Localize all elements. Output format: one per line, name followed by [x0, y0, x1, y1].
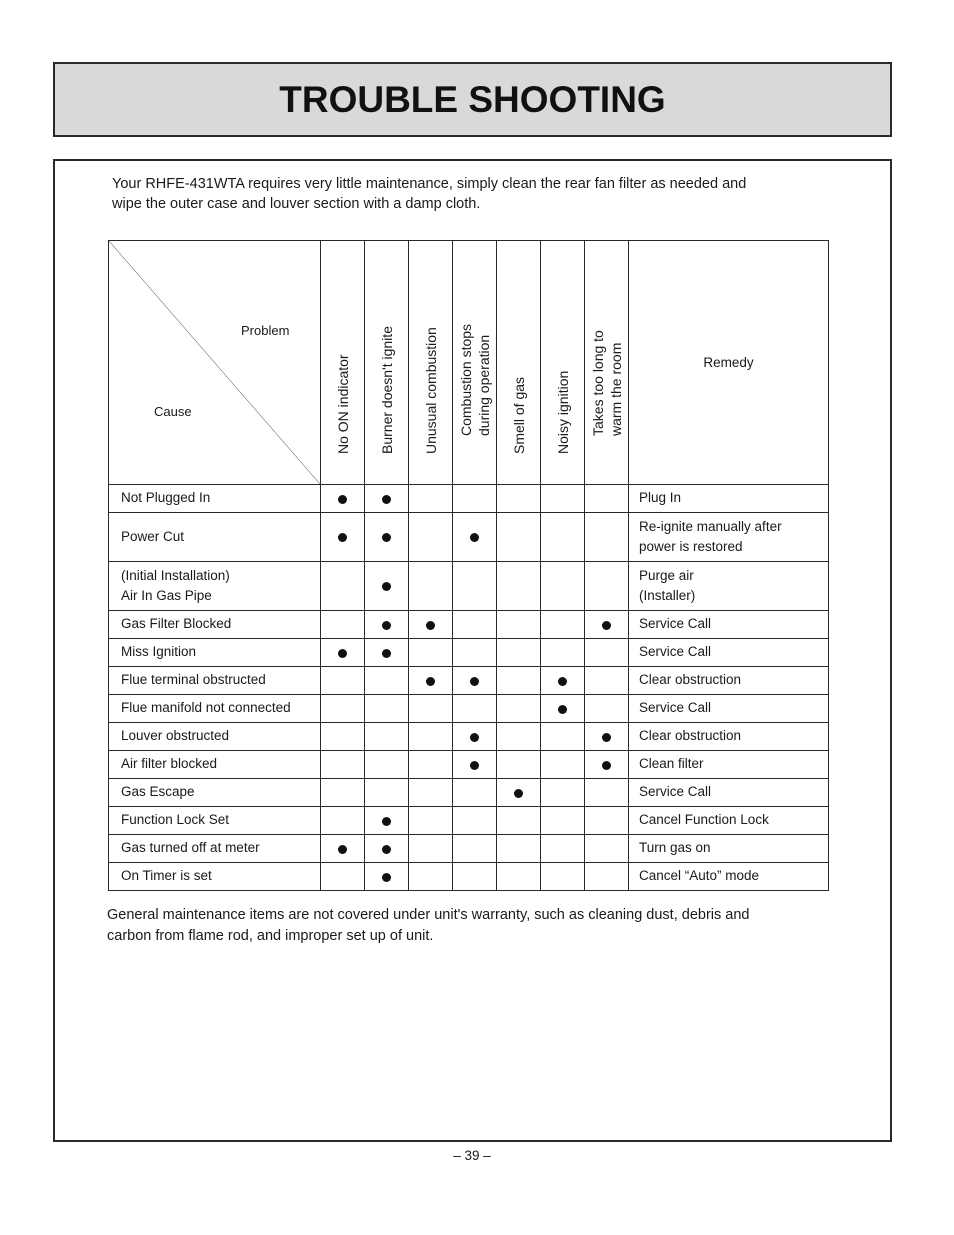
bullet-dot-icon	[426, 677, 435, 686]
remedy-text: Purge air	[639, 567, 694, 583]
mark-cell	[541, 562, 585, 611]
cause-cell	[109, 863, 321, 891]
mark-cell	[409, 751, 453, 779]
cause-text: On Timer is set	[121, 868, 212, 884]
mark-cell	[321, 667, 365, 695]
mark-cell	[409, 485, 453, 513]
remedy-text: Service Call	[639, 616, 712, 632]
mark-cell	[321, 723, 365, 751]
mark-cell	[321, 835, 365, 863]
mark-cell	[453, 779, 497, 807]
remedy-text: Service Call	[639, 700, 712, 716]
bullet-dot-icon	[558, 677, 567, 686]
header-row	[109, 241, 829, 485]
table-row	[109, 562, 829, 611]
mark-cell	[541, 835, 585, 863]
remedy-cell	[629, 779, 829, 807]
cause-text: Power Cut	[121, 528, 185, 544]
mark-cell	[585, 779, 629, 807]
mark-cell	[541, 807, 585, 835]
mark-cell	[453, 562, 497, 611]
cause-text: Gas Escape	[121, 784, 195, 800]
mark-cell	[541, 639, 585, 667]
intro-line: wipe the outer case and louver section with a damp cloth.	[112, 196, 481, 212]
problem-header-line: Burner doesn't ignite	[378, 326, 395, 454]
problem-header-text	[457, 324, 493, 436]
bullet-dot-icon	[558, 705, 567, 714]
mark-cell	[497, 611, 541, 639]
mark-cell	[409, 513, 453, 562]
mark-cell	[585, 751, 629, 779]
remedy-cell	[629, 751, 829, 779]
diagonal-divider	[109, 241, 320, 484]
bullet-dot-icon	[382, 845, 391, 854]
table-row	[109, 807, 829, 835]
table-row	[109, 779, 829, 807]
remedy-cell	[629, 667, 829, 695]
mark-cell	[321, 562, 365, 611]
mark-cell	[409, 807, 453, 835]
cause-text: Louver obstructed	[121, 728, 230, 744]
mark-cell	[497, 807, 541, 835]
cause-cell	[109, 751, 321, 779]
problem-header-text	[422, 327, 440, 454]
bullet-dot-icon	[514, 789, 523, 798]
table-row	[109, 667, 829, 695]
intro-paragraph	[112, 174, 832, 214]
cause-text: Air filter blocked	[121, 756, 218, 772]
bullet-dot-icon	[382, 495, 391, 504]
problem-header-line: Takes too long to	[589, 330, 606, 436]
mark-cell	[409, 695, 453, 723]
cause-cell	[109, 639, 321, 667]
problem-header-line: Noisy ignition	[554, 370, 571, 454]
problem-header-line: during operation	[475, 334, 492, 436]
problem-header-3	[453, 241, 497, 485]
remedy-text: power is restored	[639, 539, 743, 554]
remedy-text: Re-ignite manually after	[639, 518, 782, 534]
table-row	[109, 639, 829, 667]
remedy-cell	[629, 695, 829, 723]
mark-cell	[365, 779, 409, 807]
bullet-dot-icon	[602, 733, 611, 742]
mark-cell	[497, 639, 541, 667]
mark-cell	[585, 639, 629, 667]
note-line: General maintenance items are not covered under unit's warranty, such as cleaning dust, debris and	[107, 907, 750, 923]
table-row	[109, 485, 829, 513]
mark-cell	[541, 611, 585, 639]
remedy-cell	[629, 639, 829, 667]
bullet-dot-icon	[338, 495, 347, 504]
mark-cell	[321, 695, 365, 723]
mark-cell	[365, 667, 409, 695]
table-row	[109, 751, 829, 779]
bullet-dot-icon	[382, 873, 391, 882]
cause-cell	[109, 513, 321, 562]
cause-text: Function Lock Set	[121, 812, 230, 828]
mark-cell	[453, 835, 497, 863]
problem-header-text	[510, 377, 528, 454]
mark-cell	[365, 639, 409, 667]
mark-cell	[497, 751, 541, 779]
mark-cell	[365, 513, 409, 562]
problem-header-text	[378, 326, 396, 454]
mark-cell	[497, 723, 541, 751]
mark-cell	[409, 779, 453, 807]
bullet-dot-icon	[470, 733, 479, 742]
mark-cell	[497, 695, 541, 723]
mark-cell	[409, 835, 453, 863]
mark-cell	[497, 513, 541, 562]
problem-header-line: warm the room	[607, 342, 624, 436]
cause-text: (Initial Installation)	[121, 567, 230, 583]
mark-cell	[541, 723, 585, 751]
mark-cell	[585, 611, 629, 639]
mark-cell	[497, 863, 541, 891]
mark-cell	[453, 639, 497, 667]
mark-cell	[409, 863, 453, 891]
remedy-text: Clear obstruction	[639, 672, 742, 688]
mark-cell	[585, 835, 629, 863]
note-line: carbon from flame rod, and improper set up of unit.	[107, 927, 434, 944]
cause-cell	[109, 667, 321, 695]
cause-cell	[109, 723, 321, 751]
page-title: TROUBLE SHOOTING	[279, 78, 666, 120]
mark-cell	[321, 639, 365, 667]
remedy-text: Clean filter	[639, 756, 704, 772]
mark-cell	[453, 751, 497, 779]
mark-cell	[409, 562, 453, 611]
cause-text: Air In Gas Pipe	[121, 588, 212, 603]
table-row	[109, 513, 829, 562]
mark-cell	[409, 723, 453, 751]
problem-header-text	[334, 354, 352, 454]
cause-cell	[109, 562, 321, 611]
remedy-cell	[629, 835, 829, 863]
mark-cell	[365, 485, 409, 513]
warranty-note	[107, 905, 832, 946]
mark-cell	[365, 562, 409, 611]
remedy-header: Remedy	[629, 241, 829, 485]
mark-cell	[365, 751, 409, 779]
mark-cell	[365, 863, 409, 891]
mark-cell	[497, 562, 541, 611]
remedy-text: Cancel “Auto” mode	[639, 868, 760, 884]
page-number: – 39 –	[453, 1148, 491, 1163]
cause-cell	[109, 835, 321, 863]
remedy-text: Turn gas on	[639, 840, 711, 856]
remedy-text: (Installer)	[639, 588, 696, 603]
bullet-dot-icon	[382, 621, 391, 630]
corner-label-cause: Cause	[154, 404, 192, 419]
remedy-text: Plug In	[639, 490, 682, 506]
mark-cell	[585, 562, 629, 611]
problem-header-6	[585, 241, 629, 485]
remedy-cell	[629, 562, 829, 611]
table-row	[109, 695, 829, 723]
remedy-text: Service Call	[639, 784, 712, 800]
mark-cell	[497, 779, 541, 807]
problem-header-text	[589, 330, 625, 436]
table-row	[109, 611, 829, 639]
mark-cell	[453, 723, 497, 751]
bullet-dot-icon	[382, 582, 391, 591]
bullet-dot-icon	[602, 761, 611, 770]
bullet-dot-icon	[338, 845, 347, 854]
table-row	[109, 863, 829, 891]
bullet-dot-icon	[382, 649, 391, 658]
troubleshooting-table-wrap	[108, 240, 828, 891]
problem-header-line: Unusual combustion	[422, 327, 439, 454]
mark-cell	[541, 485, 585, 513]
remedy-cell	[629, 863, 829, 891]
mark-cell	[409, 639, 453, 667]
problem-header-line: No ON indicator	[334, 354, 351, 454]
cause-text: Flue terminal obstructed	[121, 672, 266, 688]
mark-cell	[585, 863, 629, 891]
cause-cell	[109, 611, 321, 639]
bullet-dot-icon	[382, 817, 391, 826]
cause-cell	[109, 779, 321, 807]
mark-cell	[541, 779, 585, 807]
cause-cell	[109, 485, 321, 513]
problem-header-text	[554, 371, 572, 454]
bullet-dot-icon	[602, 621, 611, 630]
mark-cell	[453, 807, 497, 835]
mark-cell	[365, 695, 409, 723]
mark-cell	[585, 695, 629, 723]
mark-cell	[497, 485, 541, 513]
mark-cell	[409, 611, 453, 639]
remedy-text: Clear obstruction	[639, 728, 742, 744]
remedy-cell	[629, 513, 829, 562]
mark-cell	[585, 723, 629, 751]
problem-header-0	[321, 241, 365, 485]
table-row	[109, 835, 829, 863]
mark-cell	[321, 751, 365, 779]
mark-cell	[585, 667, 629, 695]
mark-cell	[541, 695, 585, 723]
mark-cell	[321, 779, 365, 807]
mark-cell	[585, 807, 629, 835]
problem-cause-corner	[109, 241, 321, 485]
cause-text: Flue manifold not connected	[121, 700, 291, 716]
cause-text: Not Plugged In	[121, 490, 211, 506]
remedy-cell	[629, 485, 829, 513]
problem-header-4	[497, 241, 541, 485]
mark-cell	[453, 863, 497, 891]
remedy-cell	[629, 723, 829, 751]
mark-cell	[453, 667, 497, 695]
intro-line: Your RHFE-431WTA requires very little maintenance, simply clean the rear fan filter as needed and	[112, 176, 747, 192]
mark-cell	[585, 485, 629, 513]
mark-cell	[453, 695, 497, 723]
mark-cell	[453, 513, 497, 562]
troubleshooting-table	[108, 240, 829, 891]
problem-header-5	[541, 241, 585, 485]
mark-cell	[497, 667, 541, 695]
mark-cell	[541, 667, 585, 695]
cause-cell	[109, 695, 321, 723]
mark-cell	[453, 485, 497, 513]
mark-cell	[365, 611, 409, 639]
mark-cell	[321, 863, 365, 891]
mark-cell	[321, 807, 365, 835]
mark-cell	[365, 807, 409, 835]
bullet-dot-icon	[470, 533, 479, 542]
problem-header-2	[409, 241, 453, 485]
remedy-text: Service Call	[639, 644, 712, 660]
problem-header-line: Smell of gas	[510, 376, 527, 454]
bullet-dot-icon	[338, 533, 347, 542]
mark-cell	[541, 751, 585, 779]
remedy-cell	[629, 807, 829, 835]
mark-cell	[541, 863, 585, 891]
remedy-cell	[629, 611, 829, 639]
cause-text: Miss Ignition	[121, 644, 197, 660]
cause-text: Gas Filter Blocked	[121, 616, 232, 632]
mark-cell	[365, 835, 409, 863]
mark-cell	[497, 835, 541, 863]
mark-cell	[365, 723, 409, 751]
mark-cell	[453, 611, 497, 639]
mark-cell	[321, 513, 365, 562]
corner-label-problem: Problem	[241, 323, 290, 338]
mark-cell	[541, 513, 585, 562]
bullet-dot-icon	[470, 761, 479, 770]
bullet-dot-icon	[470, 677, 479, 686]
remedy-text: Cancel Function Lock	[639, 812, 769, 828]
bullet-dot-icon	[426, 621, 435, 630]
mark-cell	[585, 513, 629, 562]
problem-header-1	[365, 241, 409, 485]
mark-cell	[321, 485, 365, 513]
title-banner	[53, 62, 892, 137]
cause-text: Gas turned off at meter	[121, 840, 260, 856]
mark-cell	[321, 611, 365, 639]
bullet-dot-icon	[338, 649, 347, 658]
mark-cell	[409, 667, 453, 695]
cause-cell	[109, 807, 321, 835]
table-row	[109, 723, 829, 751]
bullet-dot-icon	[382, 533, 391, 542]
problem-header-line: Combustion stops	[457, 323, 474, 436]
